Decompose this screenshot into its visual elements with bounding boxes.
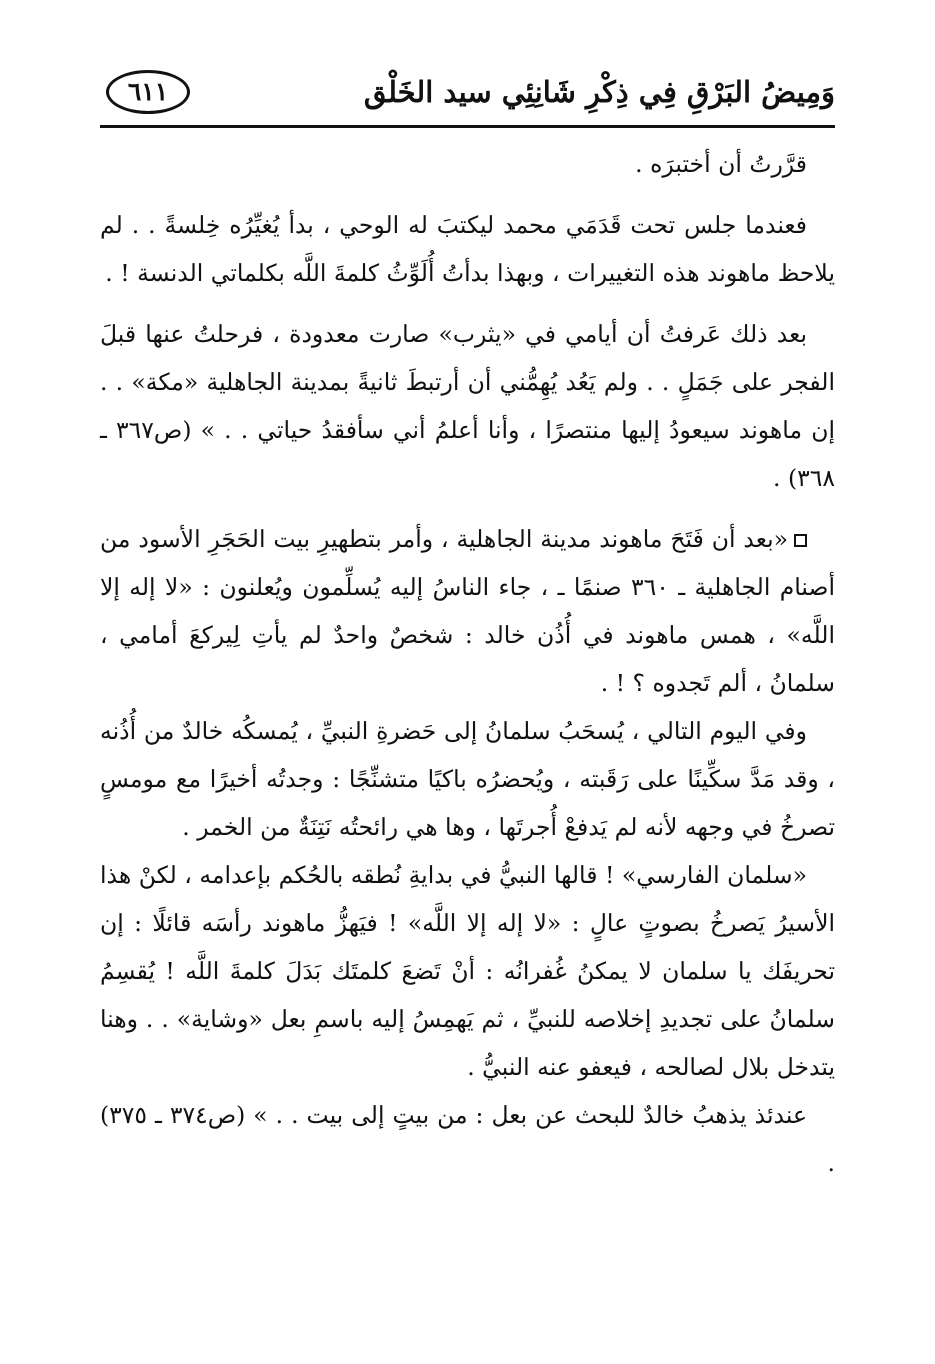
paragraph-6-text: «سلمان الفارسي» ! قالها النبيُّ في بدايةِ نُطقه بالحُكم بإعدامه ، لكنْ هذا الأسيرُ يَصرخُ بصوتٍ عالٍ : «لا إله إلا اللَّه» ! فيَهزُّ ماهوند رأسَه قائلًا : إن تحريفَك يا سلمان لا يمكنُ غُفرانُه : أنْ تَضعَ كلمتَك بَدَلَ كلمةَ اللَّه ! يُقسِمُ سلمانُ على تجديدِ إخلاصه للنبيِّ ، ثم يَهمِسُ إليه باسمِ بعل «وشاية» . . وهنا يتدخل بلال لصالحه ، فيعفو عنه النبيُّ .	[100, 861, 836, 1081]
checkbox-bullet-icon	[794, 534, 807, 547]
paragraph-6	[100, 851, 835, 1091]
paragraph-3	[100, 310, 835, 502]
paragraph-2-text: فعندما جلس تحت قَدَمَي محمد ليكتبَ له الوحي ، بدأ يُغيِّرُه خِلسةً . . لم يلاحظ ماهوند هذه التغييرات ، وبهذا بدأتُ أُلَوِّثُ كلمةَ اللَّه بكلماتي الدنسة ! .	[100, 211, 835, 287]
paragraph-1-text: قرَّرتُ أن أختبرَه .	[635, 150, 807, 178]
paragraph-7	[100, 1091, 835, 1187]
header-rule	[100, 125, 835, 128]
body-text	[100, 140, 835, 1187]
paragraph-7-text: عندئذ يذهبُ خالدٌ للبحث عن بعل : من بيتٍ إلى بيت . . » (ص٣٧٤ ـ ٣٧٥) .	[100, 1101, 835, 1177]
paragraph-5-text: وفي اليوم التالي ، يُسحَبُ سلمانُ إلى حَضرةِ النبيِّ ، يُمسكُه خالدٌ من أُذُنه ، وقد مَدَّ سكِّينًا على رَقَبته ، ويُحضرُه باكيًا متشنِّجًا : وجدتُه أخيرًا مع مومسٍ تصرخُ في وجهه لأنه لم يَدفعْ أُجرتَها ، وها هي رائحتُه نَتِنَةٌ من الخمر .	[100, 717, 835, 841]
page-header	[100, 62, 835, 134]
paragraph-4-text: «بعد أن فَتَحَ ماهوند مدينة الجاهلية ، وأمر بتطهيرِ بيت الحَجَرِ الأسود من أصنام الجاهلية ـ ٣٦٠ صنمًا ـ ، جاء الناسُ إليه يُسلِّمون ويُعلنون : «لا إله إلا اللَّه» ، همس ماهوند في أُذُن خالد : شخصٌ واحدٌ لم يأتِ لِيركعَ أمامي ، سلمانُ ، ألم تَجدوه ؟ ! .	[100, 525, 836, 697]
paragraph-5	[100, 707, 835, 851]
page-number: ٦١١	[106, 70, 190, 114]
paragraph-2	[100, 201, 835, 297]
paragraph-3-text: بعد ذلك عَرفتُ أن أيامي في «يثرب» صارت معدودة ، فرحلتُ عنها قبلَ الفجر على جَمَلٍ . . ولم يَعُد يُهِمُّني أن أرتبطَ ثانيةً بمدينة الجاهلية «مكة» . . إن ماهوند سيعودُ إليها منتصرًا ، وأنا أعلمُ أني سأفقدُ حياتي . . » (ص٣٦٧ ـ ٣٦٨) .	[100, 320, 835, 492]
paragraph-1	[100, 140, 835, 188]
running-title: وَمِيضُ البَرْقِ فِي ذِكْرِ شَانِئِي سيد الخَلْق	[363, 75, 835, 109]
paragraph-4	[100, 515, 835, 707]
